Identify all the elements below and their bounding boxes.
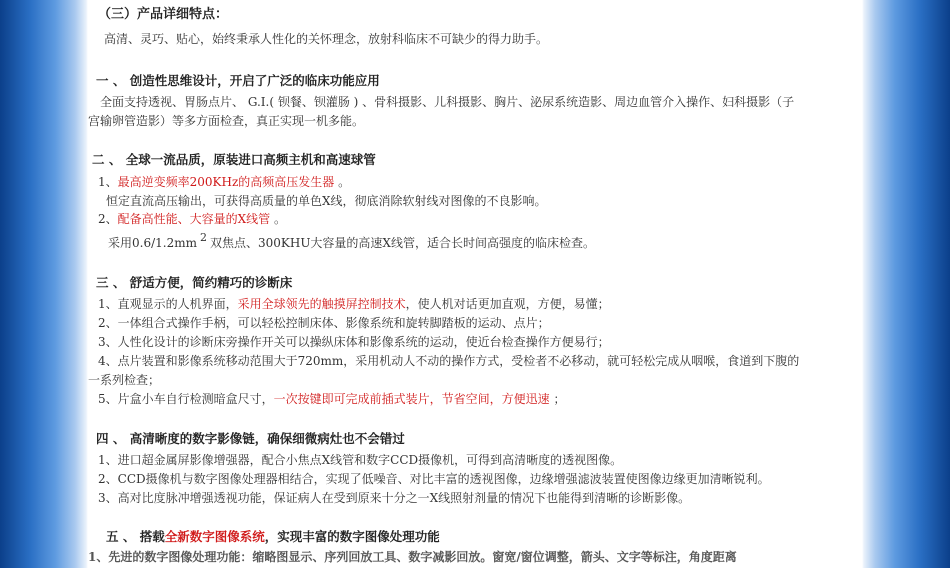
superscript: 2 <box>199 231 207 244</box>
feature-2-item-1-desc: 恒定直流高压输出，可获得高质量的单色X线，彻底消除软射线对图像的不良影响。 <box>106 194 547 208</box>
feature-4-heading: 四 、 高清晰度的数字影像链，确保细微病灶也不会错过 <box>96 431 405 446</box>
highlight-text: 最高逆变频率200KHz的高频高压发生器 <box>117 175 335 189</box>
feature-2-item-2-desc <box>108 231 595 253</box>
feature-2-item-1 <box>98 173 350 191</box>
item-tail: 。 <box>270 212 287 226</box>
feature-5-item-1: 1、先进的数字图像处理功能：缩略图显示、序列回放工具、数字减影回放。窗宽/窗位调整，箭头、文字等标注，角度距离 <box>88 550 737 564</box>
item-number: 1、 <box>98 175 118 189</box>
feature-3-item-5 <box>98 390 565 408</box>
heading-text: 五 、 搭载 <box>106 529 165 544</box>
feature-1-heading: 一 、 创造性思维设计，开启了广泛的临床功能应用 <box>96 73 380 88</box>
feature-3-item-3: 3、人性化设计的诊断床旁操作开关可以操纵床体和影像系统的运动，使近台检查操作方便易行； <box>98 335 610 349</box>
tube-desc: 双焦点、300KHU大容量的高速X线管，适合长时间高强度的临床检查。 <box>209 236 595 250</box>
article-content <box>88 0 862 568</box>
item-tail: 。 <box>334 175 351 189</box>
focus-spec: 采用0.6/1.2mm <box>108 236 197 250</box>
item-text: 1、直观显示的人机界面， <box>98 297 238 311</box>
item-text: 5、片盒小车自行检测暗盒尺寸， <box>98 392 274 406</box>
item-number: 2、 <box>98 212 118 226</box>
item-text: ； <box>549 392 566 406</box>
feature-4-item-3: 3、高对比度脉冲增强透视功能，保证病人在受到原来十分之一X线照射剂量的情况下也能得到清晰的诊断影像。 <box>98 491 691 505</box>
feature-2-heading: 二 、 全球一流品质，原装进口高频主机和高速球管 <box>92 152 376 167</box>
feature-4-item-2: 2、CCD摄像机与数字图像处理器相结合，实现了低噪音、对比丰富的透视图像，边缘增强滤波装置使图像边缘更加清晰锐利。 <box>98 472 770 486</box>
feature-2-item-2 <box>98 210 286 228</box>
feature-3-item-4-cont: 一系列检查； <box>88 373 161 387</box>
highlight-text: 配备高性能、大容量的X线管 <box>117 212 271 226</box>
highlight-text: 一次按键即可完成前插式装片，节省空间，方便迅速 <box>273 392 550 406</box>
highlight-text: 采用全球领先的触摸屏控制技术 <box>237 297 406 311</box>
feature-4-item-1: 1、进口超金属屏影像增强器，配合小焦点X线管和数字CCD摄像机，可得到高清晰度的透视图像。 <box>98 453 623 467</box>
feature-1-text-line1: 全面支持透视、胃肠点片、 G.I.( 钡餐、钡灌肠 ) 、骨科摄影、儿科摄影、胸片、泌尿系统造影、周边血管介入操作、妇科摄影（子 <box>100 95 795 109</box>
feature-3-item-1 <box>98 295 610 313</box>
heading-text: ，实现丰富的数字图像处理功能 <box>264 529 440 544</box>
feature-3-item-2: 2、一体组合式操作手柄，可以轻松控制床体、影像系统和旋转脚踏板的运动、点片； <box>98 316 550 330</box>
intro-text: 高清、灵巧、贴心，始终秉承人性化的关怀理念，放射科临床不可缺少的得力助手。 <box>104 32 549 46</box>
feature-3-item-4: 4、点片装置和影像系统移动范围大于720mm，采用机动人不动的操作方式，受检者不必移动，就可轻松完成从咽喉，食道到下腹的 <box>98 354 800 368</box>
feature-5-heading <box>106 528 440 546</box>
feature-1-text-line2: 宫输卵管造影）等多方面检查，真正实现一机多能。 <box>88 114 365 128</box>
section-title: （三）产品详细特点： <box>98 7 229 22</box>
item-text: ，使人机对话更加直观，方便，易懂； <box>405 297 610 311</box>
feature-3-heading: 三 、 舒适方便，简约精巧的诊断床 <box>96 275 293 290</box>
highlight-text: 全新数字图像系统 <box>164 529 265 544</box>
